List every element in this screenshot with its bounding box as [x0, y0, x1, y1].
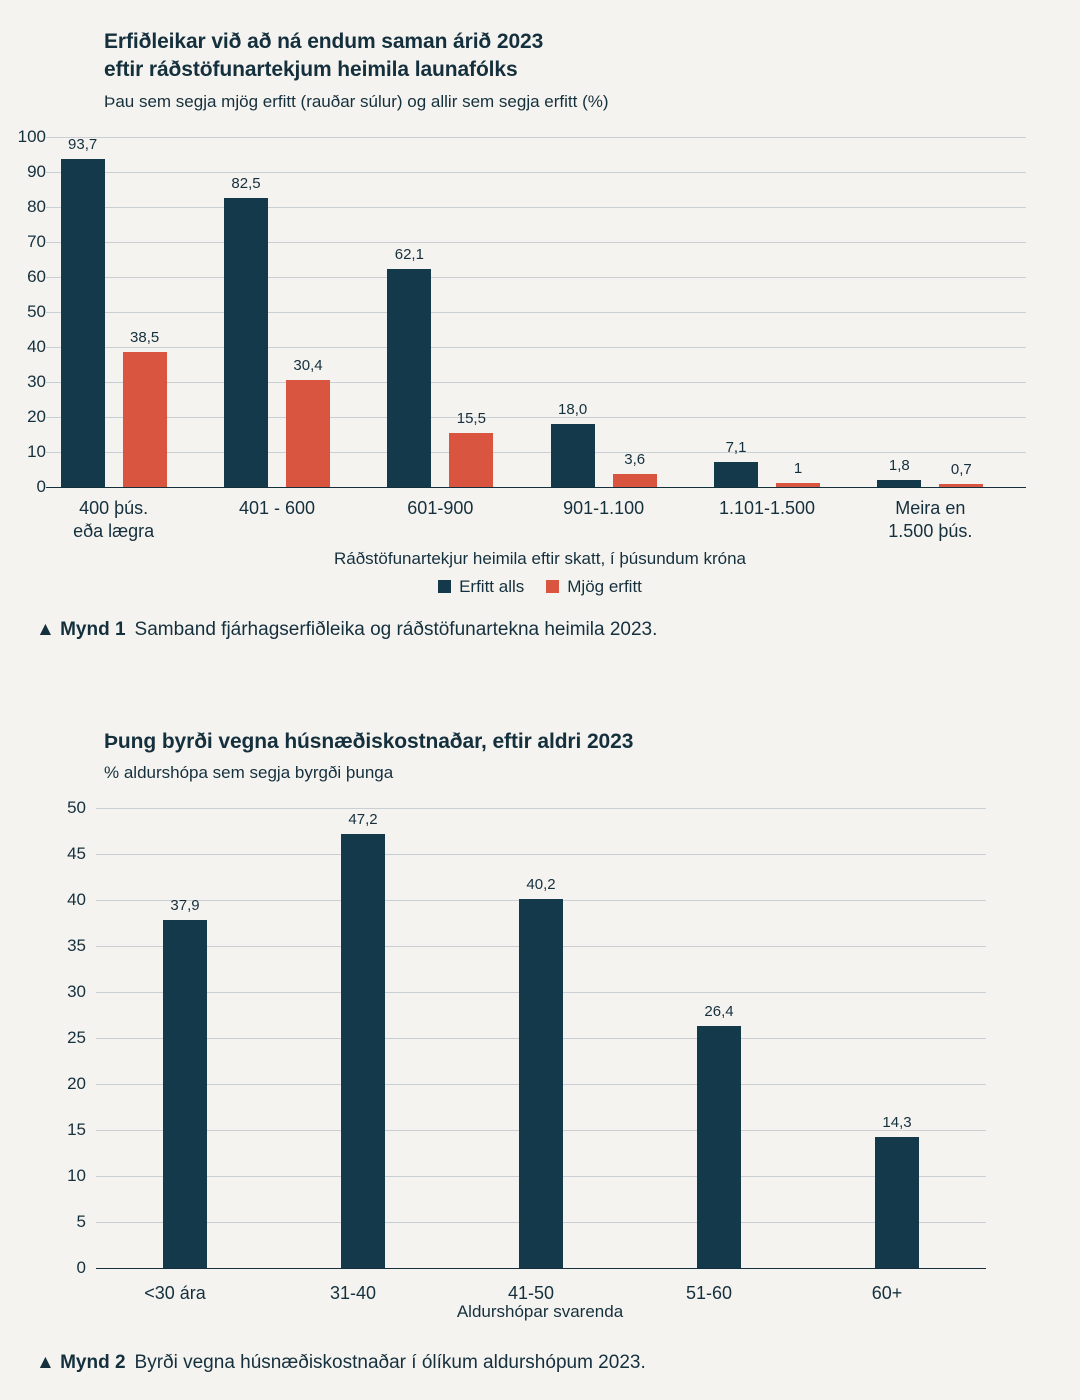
y-tick-label: 40: [67, 890, 86, 910]
x-tick-label: 601-900: [407, 497, 474, 518]
figure-1-subtitle: Þau sem segja mjög erfitt (rauðar súlur) og allir sem segja erfitt (%): [104, 91, 609, 111]
gridline: [46, 487, 1026, 488]
figure-2-y-axis: [50, 798, 86, 1278]
x-tick-label: 1.101-1.500: [718, 497, 816, 518]
bar: [286, 380, 330, 486]
y-tick-label: 0: [36, 476, 46, 496]
y-tick-label: 10: [67, 1166, 86, 1186]
figure-1-bars: [46, 137, 1026, 487]
x-tick-label: 31-40: [329, 1283, 377, 1304]
bar: [714, 462, 758, 487]
x-tick-label: 51-60: [685, 1283, 733, 1304]
figure-2-caption-label: ▲ Mynd 2: [36, 1352, 126, 1374]
bar-value-label: 30,4: [293, 357, 323, 375]
y-tick-label: 40: [27, 336, 46, 356]
figure-2-subtitle: % aldurshópa sem segja byrgði þunga: [104, 763, 394, 783]
y-tick-label: 5: [76, 1212, 86, 1232]
figure-1-legend: [0, 577, 1080, 597]
bar: [613, 474, 657, 487]
y-tick-label: 25: [67, 1028, 86, 1048]
gridline: [96, 1268, 986, 1269]
figure-2-titles: [104, 700, 1040, 784]
bar: [519, 899, 563, 1269]
y-tick-label: 30: [27, 371, 46, 391]
bar-value-label: 62,1: [394, 246, 424, 264]
bar-value-label: 93,7: [68, 135, 98, 153]
y-tick-label: 70: [27, 231, 46, 251]
figure-2-plot: [96, 808, 986, 1268]
bar-value-label: 18,0: [558, 400, 588, 418]
bar-value-label: 26,4: [704, 1002, 734, 1020]
bar: [387, 269, 431, 486]
figure-2-bars: [96, 808, 986, 1268]
figure-2-x-axis-title: Aldurshópar svarenda: [456, 1302, 624, 1322]
figure-1-x-axis-labels: [46, 497, 1026, 557]
y-tick-label: 50: [67, 798, 86, 818]
y-tick-label: 35: [67, 936, 86, 956]
y-tick-label: 90: [27, 161, 46, 181]
figure-2-caption-text: Byrði vegna húsnæðiskostnaðar í ólíkum aldurshópum 2023.: [134, 1352, 646, 1374]
bar-value-label: 37,9: [170, 896, 200, 914]
figure-1-title-line-1: Erfiðleikar við að ná endum saman árið 2023: [104, 30, 544, 53]
figure-2-x-axis-labels: [96, 1282, 986, 1322]
x-tick-label: 401 - 600: [238, 497, 316, 518]
bar: [61, 159, 105, 487]
x-tick-label: Meira en 1.500 þús.: [888, 497, 973, 542]
bar: [776, 483, 820, 487]
bar-value-label: 3,6: [624, 451, 646, 469]
bar: [697, 1026, 741, 1269]
y-tick-label: 10: [27, 441, 46, 461]
legend-label-erfitt-alls: Erfitt alls: [459, 576, 525, 596]
bar-value-label: 40,2: [526, 875, 556, 893]
bar-value-label: 15,5: [456, 409, 486, 427]
x-tick-label: 41-50: [507, 1283, 555, 1304]
legend-swatch-dark-icon: [438, 580, 451, 593]
bar-value-label: 0,7: [950, 461, 972, 479]
legend-swatch-red-icon: [546, 580, 559, 593]
figure-2-title-line-1: Þung byrði vegna húsnæðiskostnaðar, eftir aldri 2023: [104, 730, 634, 753]
bar-value-label: 47,2: [348, 811, 378, 829]
bar-value-label: 82,5: [231, 175, 261, 193]
figure-1-titles: [104, 0, 1040, 113]
bar: [449, 433, 493, 487]
figure-2-caption: [36, 1352, 1080, 1374]
x-tick-label: 400 þús. eða lægra: [73, 497, 155, 542]
bar: [939, 484, 983, 486]
legend-item-erfitt-alls: [438, 577, 524, 597]
bar: [123, 352, 167, 487]
y-tick-label: 60: [27, 266, 46, 286]
x-tick-label: 901-1.100: [563, 497, 645, 518]
bar: [341, 834, 385, 1268]
bar: [224, 198, 268, 487]
y-tick-label: 50: [27, 301, 46, 321]
y-tick-label: 20: [27, 406, 46, 426]
y-tick-label: 20: [67, 1074, 86, 1094]
x-tick-label: <30 ára: [144, 1283, 206, 1304]
figure-1-plot: [46, 137, 1026, 487]
bar-value-label: 1,8: [888, 457, 910, 475]
bar: [163, 920, 207, 1269]
figure-1-x-axis-title: Ráðstöfunartekjur heimila eftir skatt, í þúsundum króna: [334, 548, 746, 568]
bar-value-label: 7,1: [725, 438, 747, 456]
figure-1-title-line-2: eftir ráðstöfunartekjum heimila launafólks: [104, 58, 518, 82]
figure-1-caption-label: ▲ Mynd 1: [36, 618, 126, 640]
figure-1-caption: [36, 619, 1080, 641]
bar: [877, 480, 921, 486]
bar: [551, 424, 595, 487]
bar-value-label: 38,5: [130, 329, 160, 347]
bar-value-label: 14,3: [882, 1113, 912, 1131]
y-tick-label: 45: [67, 844, 86, 864]
figure-2: [0, 700, 1080, 1400]
y-tick-label: 80: [27, 196, 46, 216]
bar-value-label: 1: [793, 460, 803, 478]
y-tick-label: 15: [67, 1120, 86, 1140]
y-tick-label: 0: [76, 1258, 86, 1278]
figure-1-plot-wrap: [0, 126, 1080, 559]
figure-1-y-axis: [10, 126, 46, 496]
y-tick-label: 100: [17, 126, 46, 146]
bar: [875, 1137, 919, 1269]
figure-1-caption-text: Samband fjárhagserfiðleika og ráðstöfunartekna heimila 2023.: [134, 618, 658, 640]
legend-label-mjog-erfitt: Mjög erfitt: [567, 576, 642, 596]
figure-2-plot-wrap: [0, 800, 1080, 1320]
legend-item-mjog-erfitt: [546, 577, 642, 597]
y-tick-label: 30: [67, 982, 86, 1002]
x-tick-label: 60+: [871, 1283, 903, 1304]
